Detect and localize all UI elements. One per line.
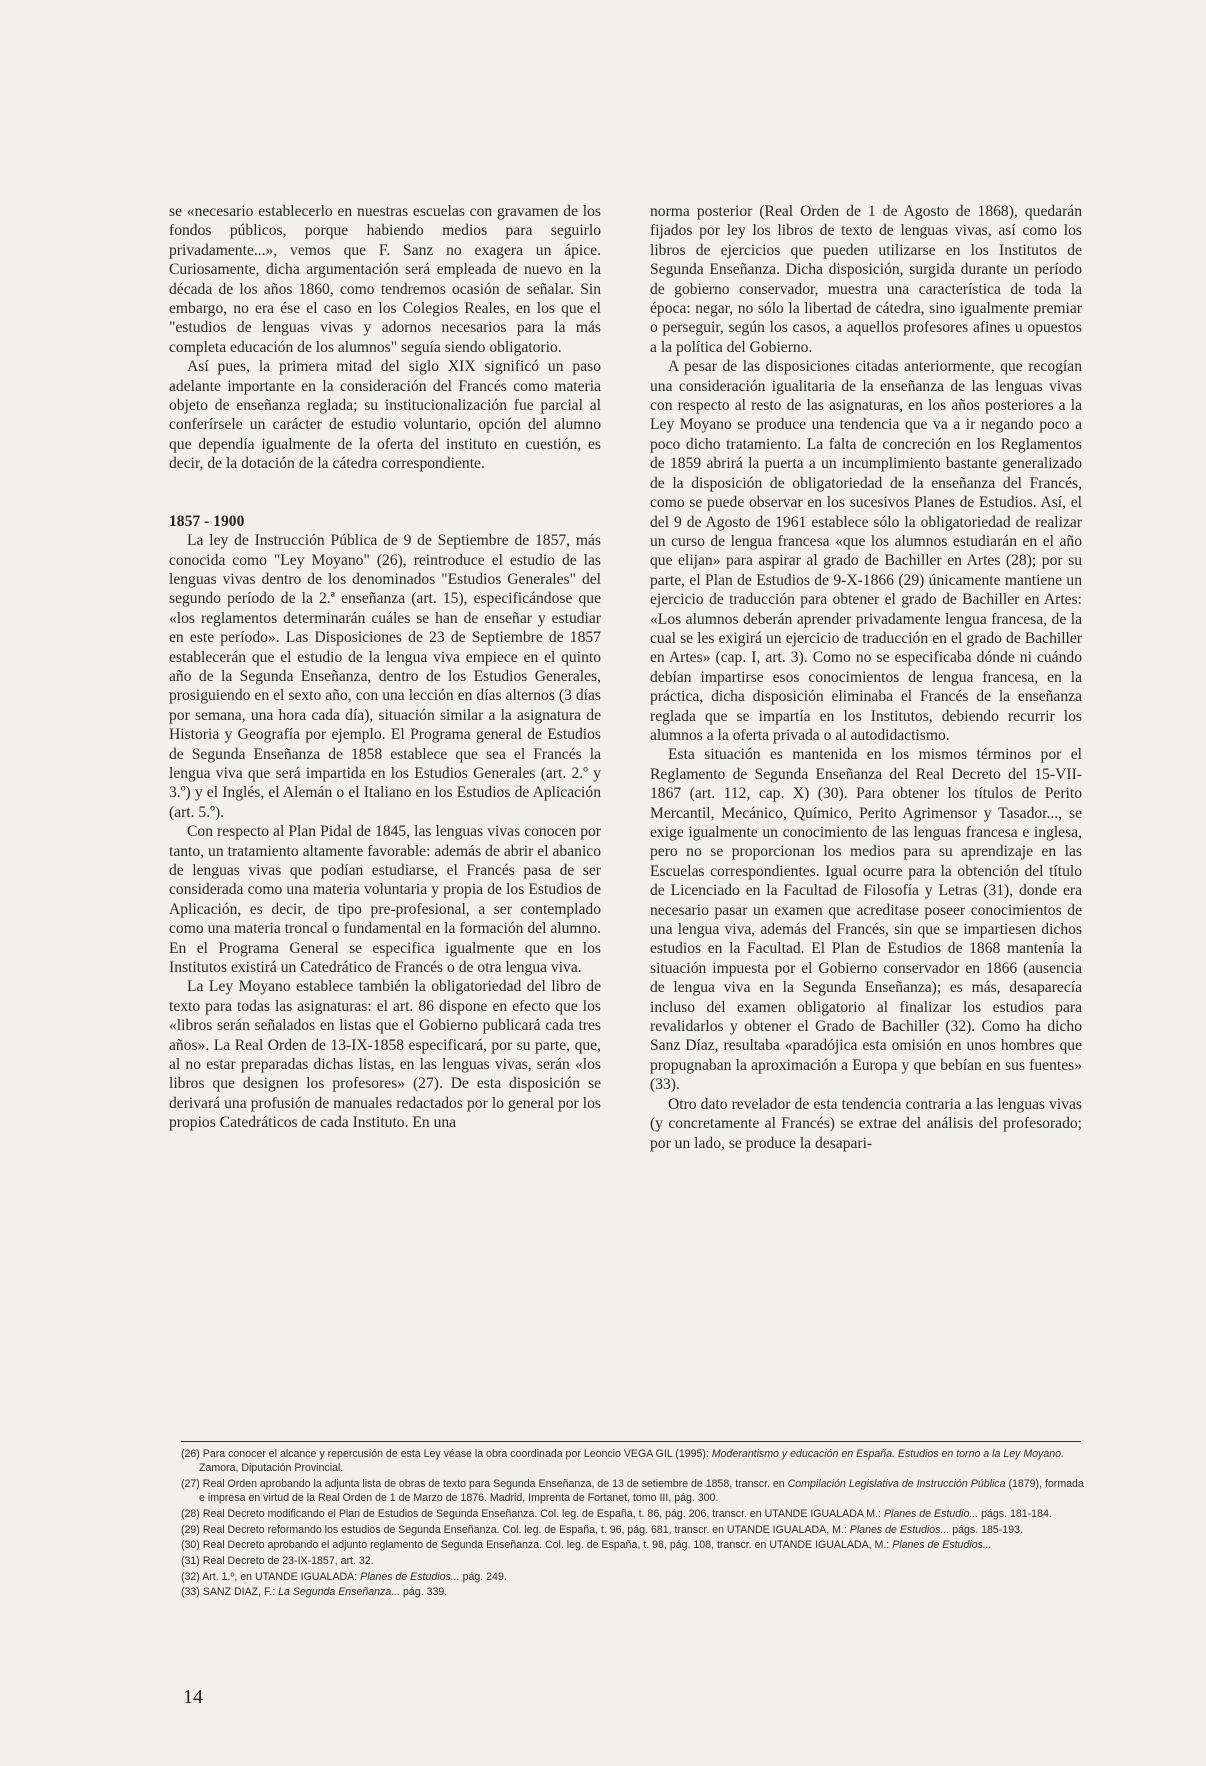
- footnote: (30) Real Decreto aprobando el adjunto reglamento de Segunda Enseñanza. Col. leg. de España, t. 98, pág. 108, transcr. en UTANDE IGUALADA, M.: Planes de Estudios...: [181, 1539, 992, 1552]
- footnote: (26) Para conocer el alcance y repercusión de esta Ley véase la obra coordinada por Leoncio VEGA GIL (1995): Moderantismo y educación en España. Estudios en torno a la Ley Moyano. Zamora, Diputación Provincial.: [181, 1448, 1064, 1475]
- paragraph: Con respecto al Plan Pidal de 1845, las lenguas vivas conocen por tanto, un tratamiento altamente favorable: además de abrir el abanico de lenguas vivas que podían estudiarse, el Francés pasa de ser considerada como una materia voluntaria y propia de los Estudios de Aplicación, es decir, de tipo pre-profesional, a ser contemplado como una materia troncal o fundamental en la formación del alumno. En el Programa General se especifica igualmente que en los Institutos existirá un Catedrático de Francés o de otra lengua viva.: [169, 823, 601, 977]
- paragraph: Esta situación es mantenida en los mismos términos por el Reglamento de Segunda Enseñanza del Real Decreto del 15-VII-1867 (art. 112, cap. X) (30). Para obtener los títulos de Perito Mercantil, Mecánico, Químico, Perito Agrimensor y Tasador..., se exige igualmente un conocimiento de las lenguas francesa e inglesa, pero no se proporcionan los medios para su aprendizaje en las Escuelas correspondientes. Igual ocurre para la obtención del título de Licenciado en la Facultad de Filosofía y Letras (31), donde era necesario pasar un examen que acreditase poseer conocimientos de una lengua viva, además del Francés, sin que se impartiesen dichos estudios en la Facultad. El Plan de Estudios de 1868 mantenía la situación impuesta por el Gobierno conservador en 1866 (ausencia de lengua viva en la Segunda Enseñanza); es más, desaparecía incluso del examen obligatorio al finalizar los estudios para revalidarlos y obtener el Grado de Bachiller (32). Como ha dicho Sanz Díaz, resultaba «paradójica esta omisión en unos hombres que propugnaban la aproximación a Europa y que bebían en sus fuentes» (33).: [650, 746, 1082, 1094]
- footnote: (32) Art. 1.º, en UTANDE IGUALADA: Planes de Estudios... pág. 249.: [181, 1570, 507, 1583]
- section-heading: 1857 - 1900: [169, 512, 245, 530]
- paragraph: Así pues, la primera mitad del siglo XIX significó un paso adelante importante en la consideración del Francés como materia objeto de enseñanza reglada; su institucionalización fue parcial al conferírsele un carácter de estudio voluntario, opción del alumno que dependía igualmente de la oferta del instituto en cuestión, es decir, de la dotación de la cátedra correspondiente.: [169, 358, 601, 473]
- footnote: (28) Real Decreto modificando el Plan de Estudios de Segunda Enseñanza. Col. leg. de España, t. 86, pág. 206, transcr. en UTANDE IGUALADA M.: Planes de Estudio... págs. 181-184.: [181, 1507, 1052, 1520]
- paragraph: A pesar de las disposiciones citadas anteriormente, que recogían una consideración igualitaria de la enseñanza de las lenguas vivas con respecto al resto de las asignaturas, en los años posteriores a la Ley Moyano se produce una tendencia que va a ir negando poco a poco dicho tratamiento. La falta de concreción en los Reglamentos de 1859 abrirá la puerta a un incumplimiento bastante generalizado de la disposición de obligatoriedad de la enseñanza del Francés, como se puede observar en los sucesivos Planes de Estudios. Así, el del 9 de Agosto de 1961 establece sólo la obligatoriedad de realizar un curso de lengua francesa «que los alumnos estudiarán en el año que elijan» para aspirar al grado de Bachiller en Artes (28); por su parte, el Plan de Estudios de 9-X-1866 (29) únicamente mantiene un ejercicio de traducción para obtener el grado de Bachiller en Artes: «Los alumnos deberán aprender privadamente lengua francesa, de la cual se les exigirá un ejercicio de traducción en el grado de Bachiller en Artes» (cap. I, art. 3). Como no se especificaba dónde ni cuándo debían impartirse esos conocimientos de lengua francesa, en la práctica, dicha disposición eliminaba el Francés de la enseñanza reglada que se impartía en los Institutos, debiendo recurrir los alumnos a la oferta privada o al autodidactismo.: [650, 358, 1082, 744]
- page-number: 14: [183, 1686, 203, 1708]
- footnotes: [181, 1447, 1085, 1601]
- paragraph: La ley de Instrucción Pública de 9 de Septiembre de 1857, más conocida como "Ley Moyano" (26), reintroduce el estudio de las lenguas vivas dentro de los denominados "Estudios Generales" del segundo período de la 2.ª enseñanza (art. 15), especificándose que «los reglamentos determinarán cuáles se han de enseñar y estudiar en este período». Las Disposiciones de 23 de Septiembre de 1857 establecerán que el estudio de la lengua viva empiece en el quinto año de la Segunda Enseñanza, dentro de los Estudios Generales, prosiguiendo en el sexto año, con una lección en días alternos (3 días por semana, una hora cada día), situación similar a la asignatura de Historia y Geografía por ejemplo. El Programa general de Estudios de Segunda Enseñanza de 1858 establece que sea el Francés la lengua viva que será impartida en los Estudios Generales (art. 2.º y 3.º) y el Inglés, el Alemán o el Italiano en los Estudios de Aplicación (art. 5.º).: [169, 532, 601, 821]
- footnote-divider: [181, 1441, 1081, 1442]
- paragraph: Otro dato revelador de esta tendencia contraria a las lenguas vivas (y concretamente al Francés) se extrae del análisis del profesorado; por un lado, se produce la desapari-: [650, 1095, 1082, 1152]
- paragraph: La Ley Moyano establece también la obligatoriedad del libro de texto para todas las asignaturas: el art. 86 dispone en efecto que los «libros serán señalados en listas que el Gobierno publicará cada tres años». La Real Orden de 13-IX-1858 especificará, por su parte, que, al no estar preparadas dichas listas, en las lenguas vivas, serán «los libros que designen los profesores» (27). De esta disposición se derivará una profusión de manuales redactados por lo general por los propios Catedráticos de cada Instituto. En una: [169, 978, 601, 1132]
- paragraph: norma posterior (Real Orden de 1 de Agosto de 1868), quedarán fijados por ley los libros de texto de lenguas vivas, así como los libros de ejercicios que pueden utilizarse en los Institutos de Segunda Enseñanza. Dicha disposición, surgida durante un período de gobierno conservador, muestra una característica de toda la época: negar, no sólo la libertad de cátedra, sino igualmente premiar o perseguir, según los casos, a aquellos profesores afines u opuestos a la política del Gobierno.: [650, 203, 1082, 356]
- left-text-column: [169, 202, 601, 1133]
- paragraph: se «necesario establecerlo en nuestras escuelas con gravamen de los fondos públicos, porque habiendo medios para seguirlo privadamente...», vemos que F. Sanz no exagera un ápice. Curiosamente, dicha argumentación será empleada de nuevo en la década de los años 1860, como tendremos ocasión de señalar. Sin embargo, no era ése el caso en los Colegios Reales, en los que el "estudios de lenguas vivas y adornos necesarios para la más completa educación de los alumnos" seguía siendo obligatorio.: [169, 203, 601, 356]
- footnote: (31) Real Decreto de 23-IX-1857, art. 32.: [181, 1554, 374, 1567]
- footnote: (29) Real Decreto reformando los estudios de Segunda Enseñanza. Col. leg. de España, t. 96, pág. 681, transcr. en UTANDE IGUALADA, M.: Planes de Estudios... págs. 185-193.: [181, 1523, 1023, 1536]
- right-text-column: [650, 202, 1082, 1153]
- footnote: (33) SANZ DIAZ, F.: La Segunda Enseñanza... pág. 339.: [181, 1586, 448, 1599]
- footnote: (27) Real Orden aprobando la adjunta lista de obras de texto para Segunda Enseñanza, de 13 de setiembre de 1858, transcr. en Compilación Legislativa de Instrucción Pública (1879), formada e impresa en virtud de la Real Orden de 1 de Marzo de 1876. Madrid, Imprenta de Fortanet, tomo III, pág. 300.: [181, 1477, 1084, 1505]
